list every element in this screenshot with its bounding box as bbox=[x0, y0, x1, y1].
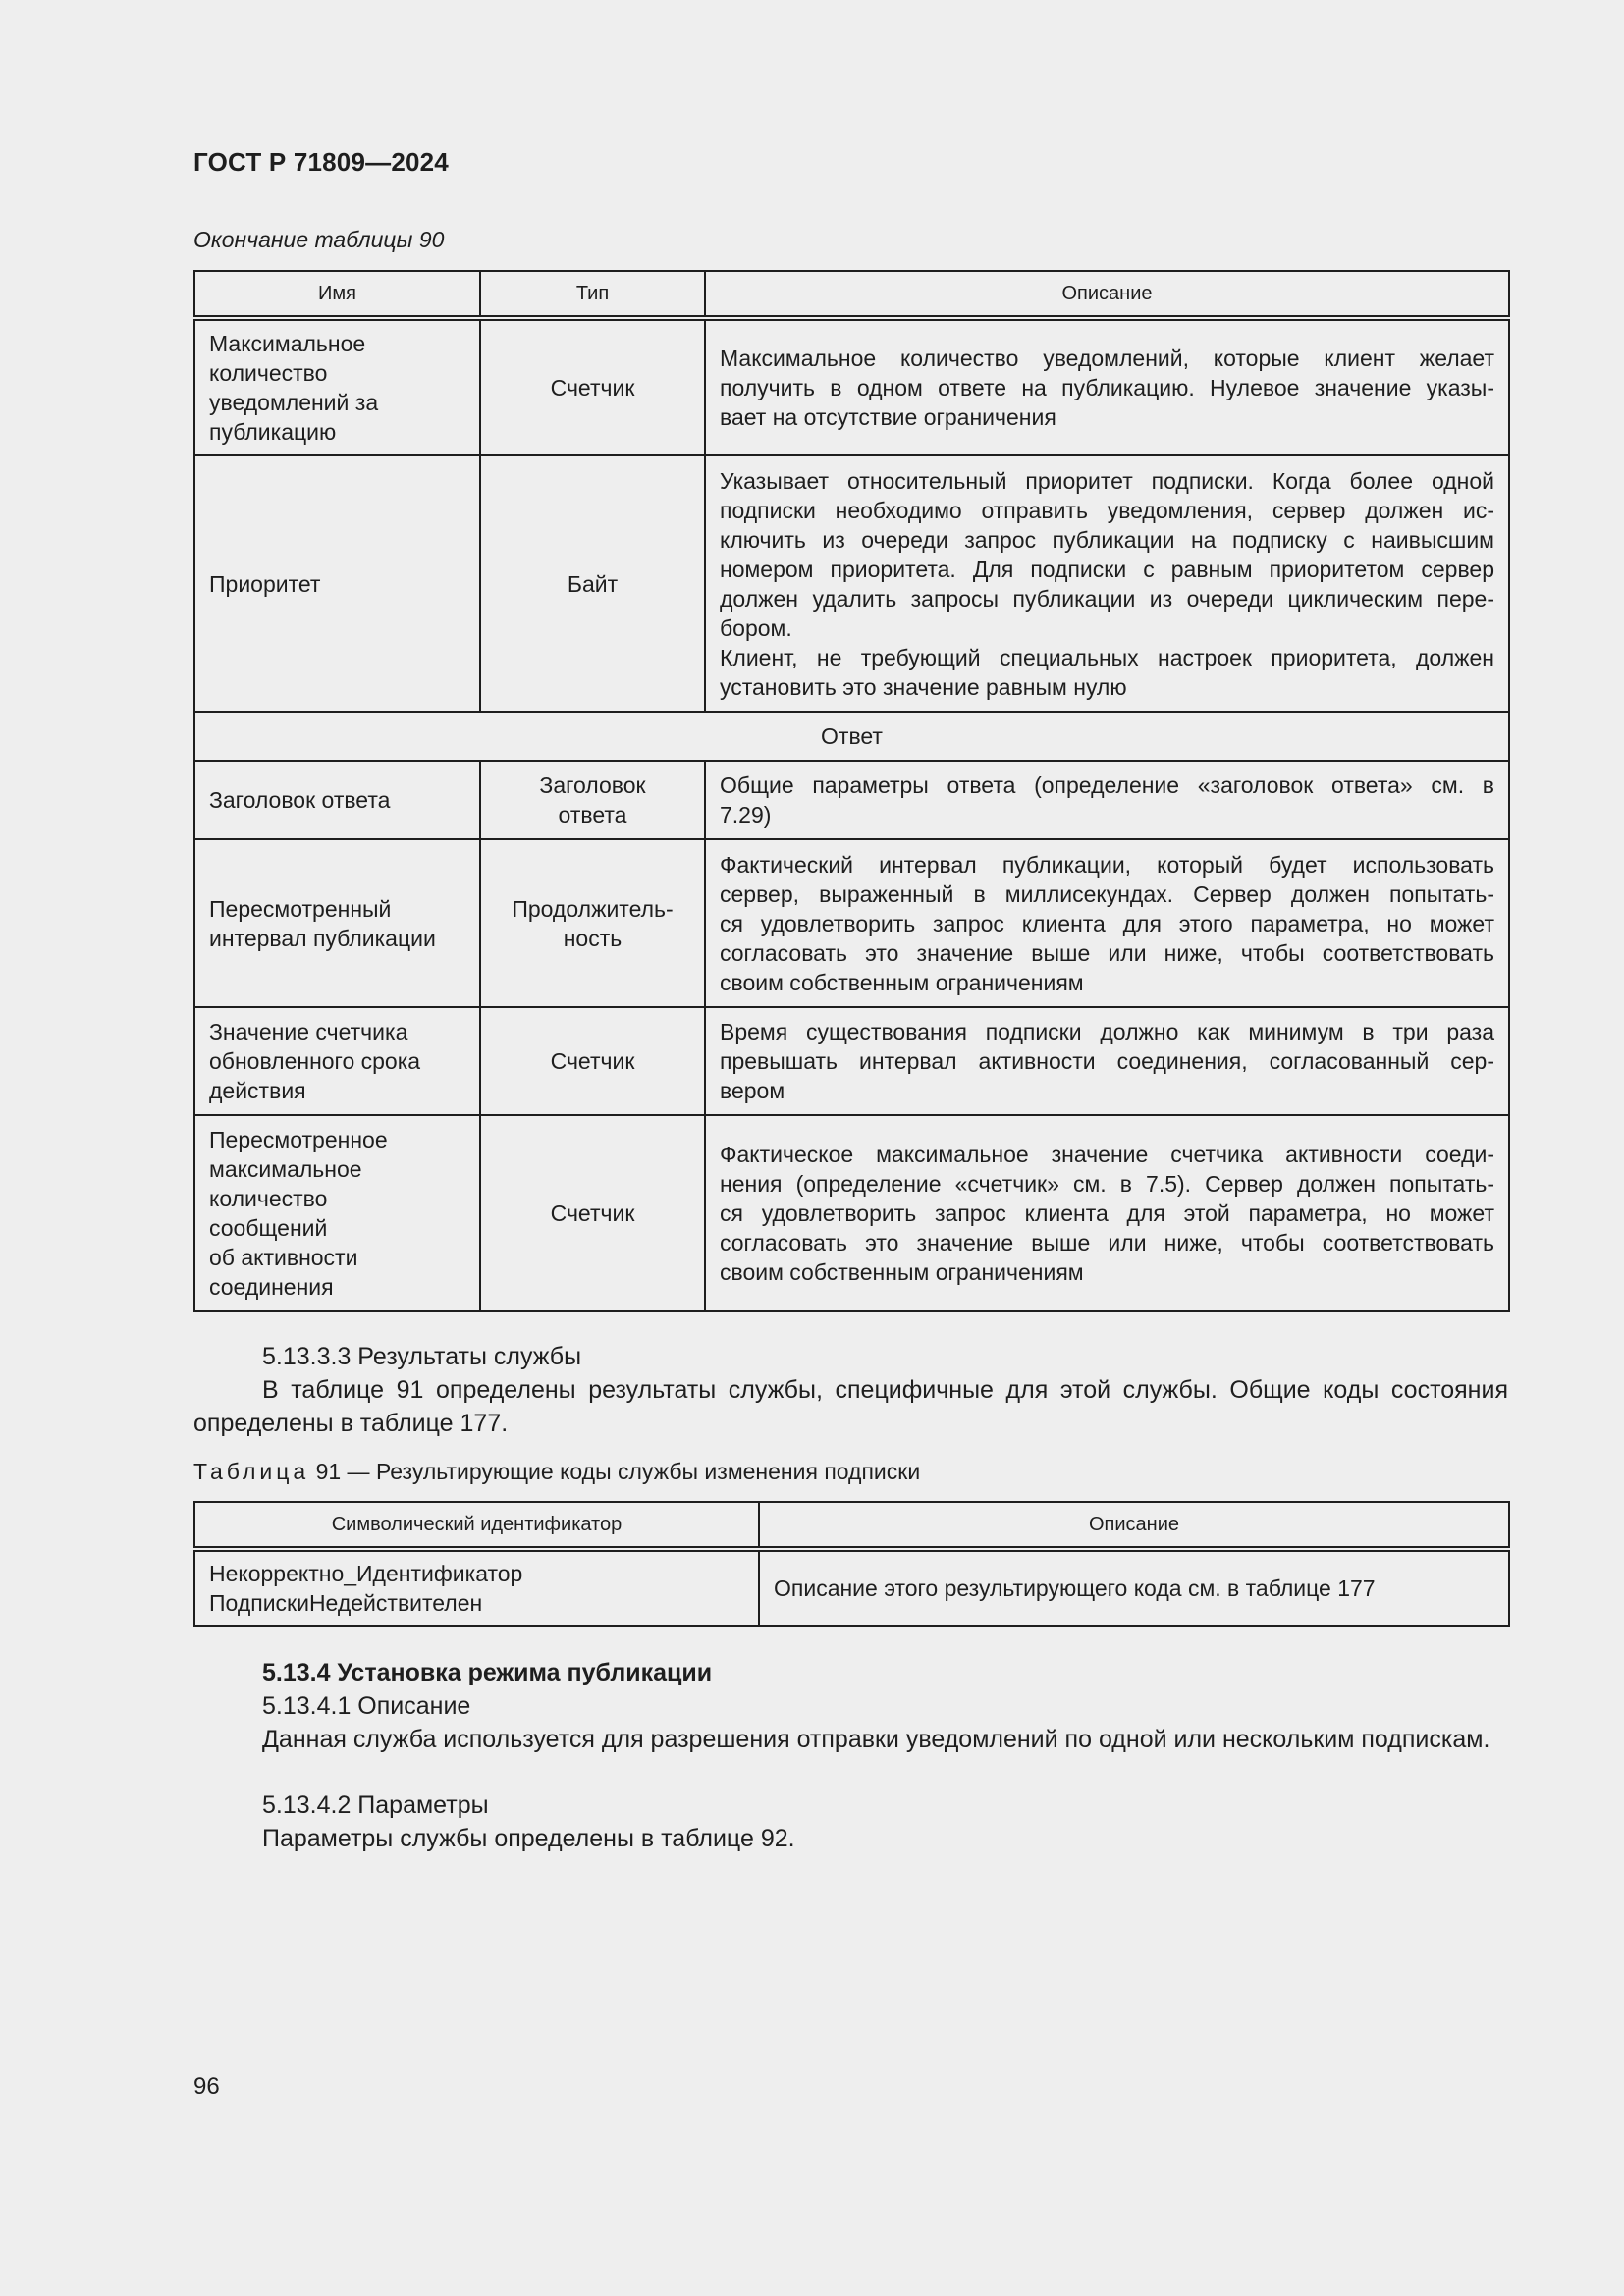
param-type: Продолжитель- ность bbox=[480, 839, 705, 1007]
param-name: Пересмотренное максимальное количество сообщений об активности соединения bbox=[194, 1115, 480, 1311]
section-5-13-4-1-paragraph: Данная служба используется для разрешения отправки уведомлений по одной или нескольким подпискам. bbox=[262, 1726, 1490, 1753]
table-91-header-row bbox=[194, 1502, 1509, 1549]
column-header-type: Тип bbox=[480, 271, 705, 318]
result-code-description: Описание этого результирующего кода см. в таблице 177 bbox=[759, 1549, 1509, 1626]
document-id-header: ГОСТ Р 71809—2024 bbox=[193, 147, 449, 177]
param-name: Заголовок ответа bbox=[194, 761, 480, 839]
column-header-name: Имя bbox=[194, 271, 480, 318]
section-5-13-3-3-paragraph: В таблице 91 определены результаты службы, специфичные для этой службы. Общие коды состояния определены в таблице 177. bbox=[193, 1376, 1508, 1437]
param-description: Максимальное количество уведомлений, которые клиент желает получить в одном ответе на публикацию. Нулевое значение указы- вает на отсутствие ограничения bbox=[705, 318, 1509, 455]
table-90-continuation-caption: Окончание таблицы 90 bbox=[193, 227, 445, 252]
column-header-description: Описание bbox=[705, 271, 1509, 318]
result-code-id: Некорректно_Идентификатор ПодпискиНедействителен bbox=[194, 1549, 759, 1626]
section-5-13-4-heading: 5.13.4 Установка режима публикации bbox=[262, 1659, 713, 1686]
section-5-13-4-2-paragraph: Параметры службы определены в таблице 92. bbox=[262, 1825, 795, 1852]
param-name: Максимальное количество уведомлений за публикацию bbox=[194, 318, 480, 455]
section-5-13-4-1-heading: 5.13.4.1 Описание bbox=[262, 1692, 471, 1720]
table-section-row-response bbox=[194, 712, 1509, 761]
table-90 bbox=[193, 270, 1510, 1312]
param-description: Время существования подписки должно как минимум в три раза превышать интервал активности соединения, согласованный сер- вером bbox=[705, 1007, 1509, 1115]
column-header-description: Описание bbox=[759, 1502, 1509, 1549]
section-5-13-4-2-heading: 5.13.4.2 Параметры bbox=[262, 1791, 489, 1819]
param-type: Заголовок ответа bbox=[480, 761, 705, 839]
table-row bbox=[194, 1549, 1509, 1626]
table-row bbox=[194, 1007, 1509, 1115]
page-number: 96 bbox=[193, 2073, 220, 2100]
table-91-caption bbox=[193, 1459, 920, 1485]
table-91-caption-label: Таблица bbox=[193, 1459, 310, 1484]
param-description: Указывает относительный приоритет подписки. Когда более одной подписки необходимо отправить уведомления, сервер должен ис- ключить из очереди запрос публикации на подписку с наивысшим номером приоритета. Для подписки с равным приоритетом сервер должен удалить запросы публикации из очереди циклическим пере- бором. Клиент, не требующий специальных настроек приоритета, должен установить это значение равным нулю bbox=[705, 455, 1509, 712]
param-type: Счетчик bbox=[480, 318, 705, 455]
param-type: Счетчик bbox=[480, 1115, 705, 1311]
table-91 bbox=[193, 1501, 1510, 1627]
param-name: Значение счетчика обновленного срока действия bbox=[194, 1007, 480, 1115]
param-type: Байт bbox=[480, 455, 705, 712]
table-row bbox=[194, 839, 1509, 1007]
table-row bbox=[194, 1115, 1509, 1311]
table-90-header-row bbox=[194, 271, 1509, 318]
param-description: Общие параметры ответа (определение «заголовок ответа» см. в 7.29) bbox=[705, 761, 1509, 839]
param-name: Приоритет bbox=[194, 455, 480, 712]
param-type: Счетчик bbox=[480, 1007, 705, 1115]
param-name: Пересмотренный интервал публикации bbox=[194, 839, 480, 1007]
param-description: Фактический интервал публикации, который будет использовать сервер, выраженный в миллисекундах. Сервер должен попытать- ся удовлетворить запрос клиента для этого параметра, но может согласовать это значение выше или ниже, чтобы соответствовать своим собственным ограничениям bbox=[705, 839, 1509, 1007]
column-header-symbolic-id: Символический идентификатор bbox=[194, 1502, 759, 1549]
section-label: Ответ bbox=[194, 712, 1509, 761]
section-5-13-3-3-heading: 5.13.3.3 Результаты службы bbox=[262, 1343, 582, 1370]
param-description: Фактическое максимальное значение счетчика активности соеди- нения (определение «счетчик» см. в 7.5). Сервер должен попытать- ся удовлетворить запрос клиента для этой параметра, но может согласовать это значение выше или ниже, чтобы соответствовать своим собственным ограничениям bbox=[705, 1115, 1509, 1311]
table-row bbox=[194, 455, 1509, 712]
table-row bbox=[194, 318, 1509, 455]
table-row bbox=[194, 761, 1509, 839]
table-91-caption-text: 91 — Результирующие коды службы изменения подписки bbox=[309, 1459, 921, 1484]
